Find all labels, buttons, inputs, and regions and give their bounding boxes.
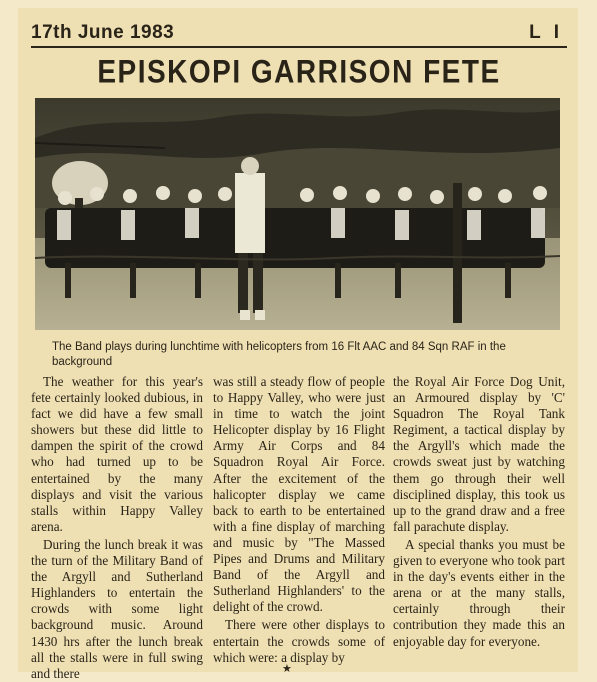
band-photo-image [35, 98, 560, 330]
photo-caption: The Band plays during lunchtime with helicopters from 16 Flt AAC and 84 Sqn RAF in the background [52, 341, 506, 368]
headline: EPISKOPI GARRISON FETE [97, 53, 501, 90]
issue-date: 17th June 1983 [31, 22, 175, 43]
paragraph: A special thanks you must be given to everyone who took part in the day's events either in the arena or at the many stalls, certainly through their contribution they made this an enjoyable day for everyone. [393, 536, 565, 649]
star-icon: ★ [282, 662, 292, 675]
band-photo [35, 98, 560, 330]
page-number: L I [529, 22, 563, 43]
article-column-1 [31, 374, 203, 682]
page-header [31, 20, 567, 48]
article-column-3 [393, 374, 565, 650]
paragraph: the Royal Air Force Dog Unit, an Armoured display by 'C' Squadron The Royal Tank Regiment, a tactical display by the Argyll's which made the crowds sweat just by watching them go through their well disciplined display, this took us up to the grand draw and a free fall parachute display. [393, 374, 565, 534]
paragraph: was still a steady flow of people to Happy Valley, who were just in time to watch the joint Helicopter display by 16 Flight Army Air Corps and 84 Squadron Royal Air Force. After the excitement of the halicopter display we came back to earth to be entertained with a fine display of marching and music by "The Massed Pipes and Drums and Military Band of the Argyll and Sutherland Highlanders' to the delight of the crowd. [213, 374, 385, 615]
paragraph: The weather for this year's fete certainly looked dubious, in fact we did have a few small showers but these did little to dampen the spirit of the crowd who had turned up to be entertained by the many displays and visit the various stalls within Happy Valley arena. [31, 374, 203, 534]
paragraph: During the lunch break it was the turn of the Military Band of the Argyll and Sutherland Highlanders to entertain the crowds with some light background music. Around 1430 hrs after the lunch break all the stalls were in full swing and there [31, 536, 203, 681]
paragraph: There were other displays to entertain the crowds some of which were: a display by [213, 617, 385, 665]
article-column-2 [213, 374, 385, 666]
article-body [31, 374, 571, 681]
